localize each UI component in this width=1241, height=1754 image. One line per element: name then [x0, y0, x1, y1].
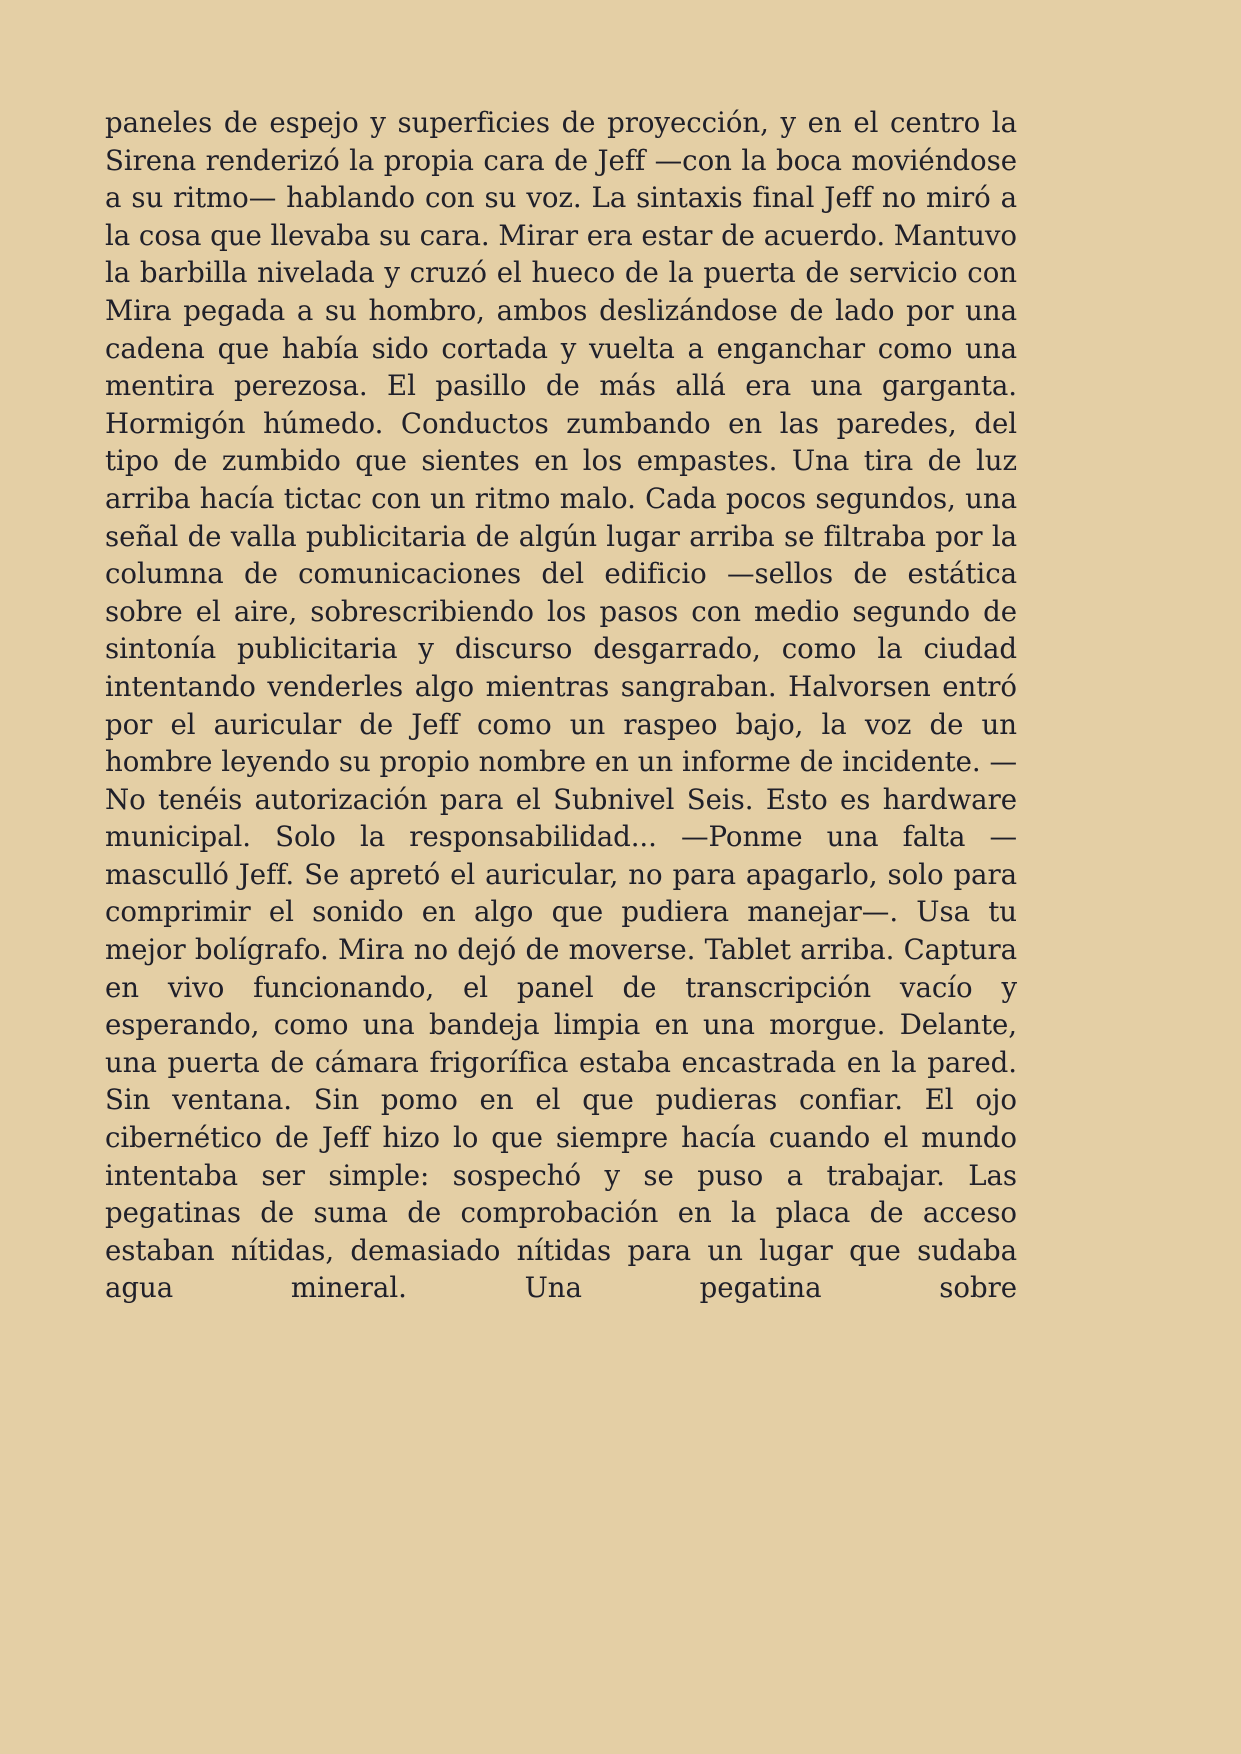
text-column: [105, 104, 1017, 1345]
body-paragraph: paneles de espejo y superficies de proyección, y en el centro la Sirena renderizó la propia cara de Jeff —con la boca moviéndose a su ritmo— hablando con su voz. La sintaxis final Jeff no miró a la cosa que llevaba su cara. Mirar era estar de acuerdo. Mantuvo la barbilla nivelada y cruzó el hueco de la puerta de servicio con Mira pegada a su hombro, ambos deslizándose de lado por una cadena que había sido cortada y vuelta a enganchar como una mentira perezosa. El pasillo de más allá era una garganta. Hormigón húmedo. Conductos zumbando en las paredes, del tipo de zumbido que sientes en los empastes. Una tira de luz arriba hacía tictac con un ritmo malo. Cada pocos segundos, una señal de valla publicitaria de algún lugar arriba se filtraba por la columna de comunicaciones del edificio —sellos de estática sobre el aire, sobrescribiendo los pasos con medio segundo de sintonía publicitaria y discurso desgarrado, como la ciudad intentando venderles algo mientras sangraban. Halvorsen entró por el auricular de Jeff como un raspeo bajo, la voz de un hombre leyendo su propio nombre en un informe de incidente. —No tenéis autorización para el Subnivel Seis. Esto es hardware municipal. Solo la responsabilidad... —Ponme una falta —masculló Jeff. Se apretó el auricular, no para apagarlo, solo para comprimir el sonido en algo que pudiera manejar—. Usa tu mejor bolígrafo. Mira no dejó de moverse. Tablet arriba. Captura en vivo funcionando, el panel de transcripción vacío y esperando, como una bandeja limpia en una morgue. Delante, una puerta de cámara frigorífica estaba encastrada en la pared. Sin ventana. Sin pomo en el que pudieras confiar. El ojo cibernético de Jeff hizo lo que siempre hacía cuando el mundo intentaba ser simple: sospechó y se puso a trabajar. Las pegatinas de suma de comprobación en la placa de acceso estaban nítidas, demasiado nítidas para un lugar que sudaba agua mineral. Una pegatina sobre: [105, 106, 1017, 1305]
